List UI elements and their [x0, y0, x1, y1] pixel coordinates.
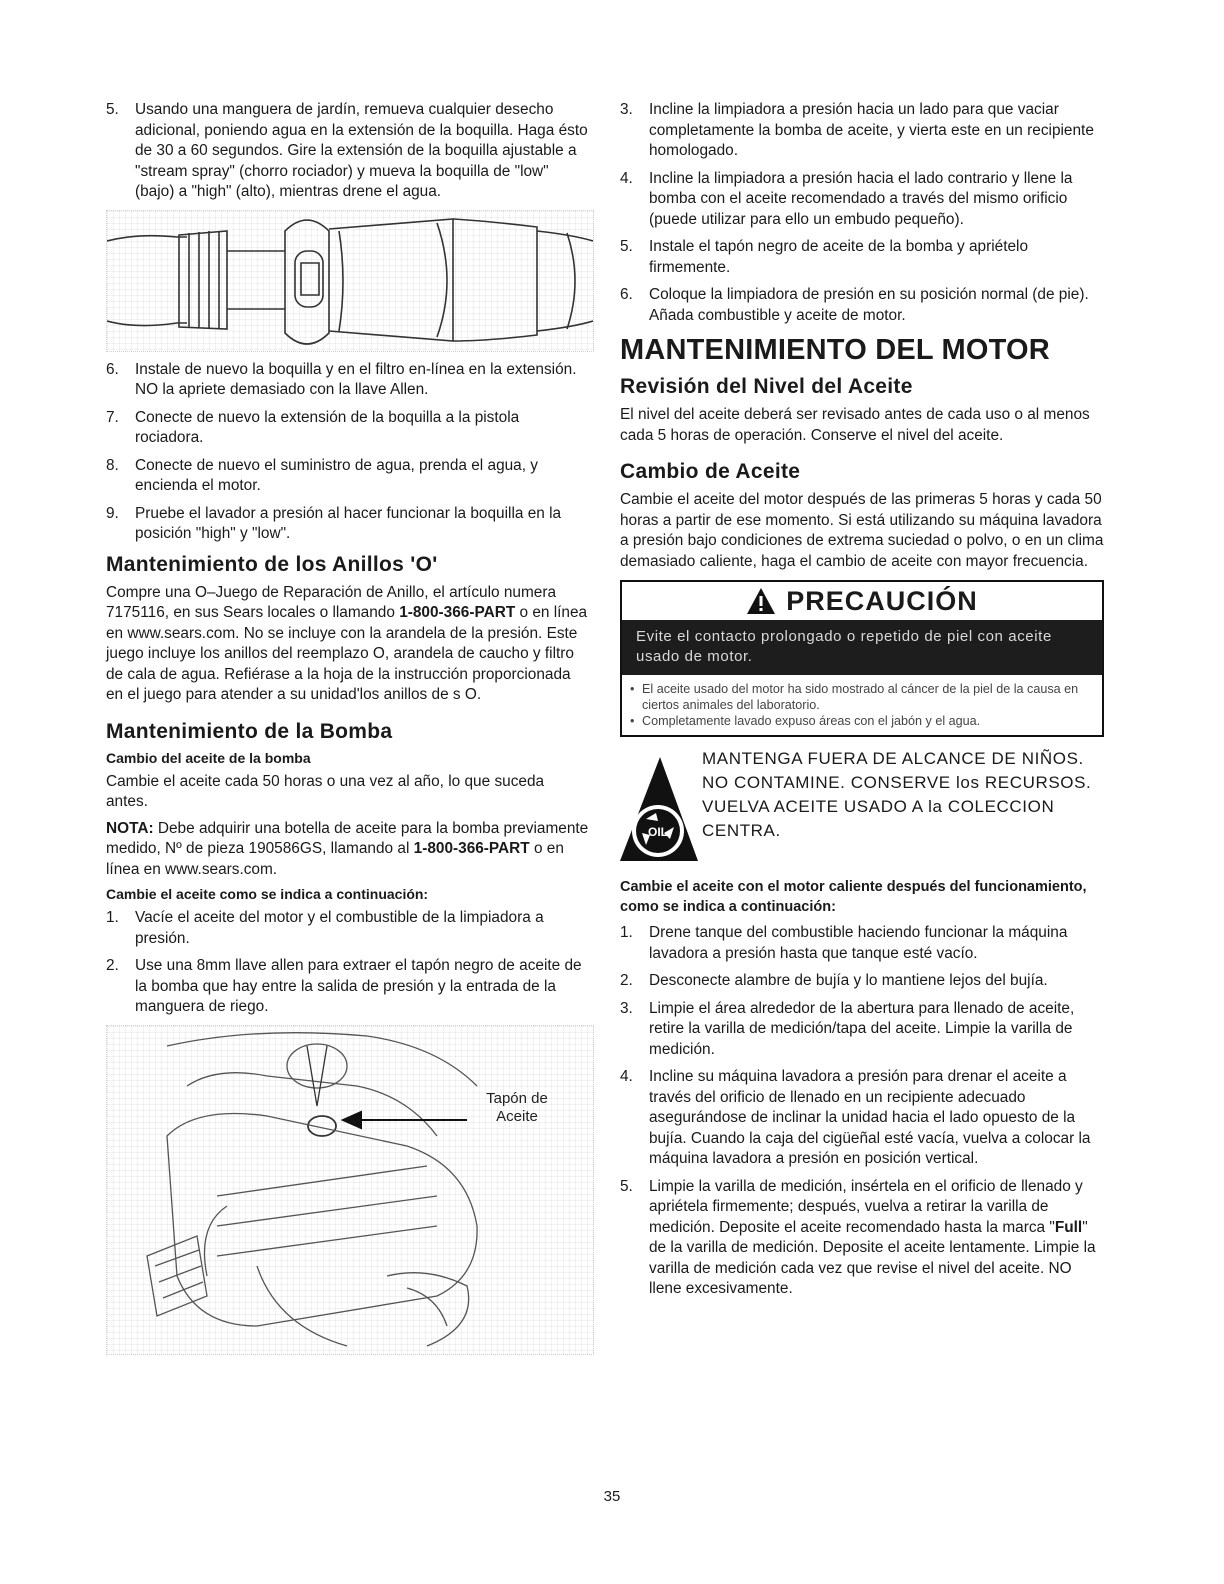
note-text-2: o en línea en www.sears.com. — [106, 840, 564, 878]
step-number: 5. — [106, 101, 119, 118]
pump-note — [106, 819, 590, 881]
list-item — [620, 1067, 1104, 1170]
right-column — [620, 100, 1104, 1307]
nozzle-illustration — [107, 211, 593, 351]
step-text: Usando una manguera de jardín, remueva cualquier desecho adicional, poniendo agua en la extensión de la boquilla. Haga ésto de 30 a 60 segundos. Gire la extensión de la boquilla ajustable a "stream spray" (chorro rociador) y mueva la boquilla de "low" (bajo) a "high" (alto), mientras drene el agua. — [135, 101, 588, 200]
step-list-pump-refill — [620, 100, 1104, 326]
step-number: 9. — [106, 504, 119, 522]
step-text: Desconecte alambre de bujía y lo mantiene lejos del bujía. — [649, 972, 1048, 989]
list-item — [106, 504, 590, 545]
list-item — [106, 360, 590, 401]
hot-oil-change-heading: Cambie el aceite con el motor caliente después del funcionamiento, como se indica a continuación: — [620, 879, 1087, 915]
caution-header — [622, 582, 1102, 620]
list-item — [620, 237, 1104, 278]
caution-items — [622, 675, 1102, 735]
motor-maintenance-heading: MANTENIMIENTO DEL MOTOR — [620, 334, 1050, 366]
step5-text-part-2: " de la varilla de medición. Deposite el aceite lentamente. Limpie la varilla de medición cada vez que revise el nivel del aceite. NO llene excesivamente. — [649, 1218, 1096, 1297]
list-item — [106, 908, 590, 949]
note-text: Debe adquirir una botella de aceite para la bomba previamente medido, Nº de pieza 190586GS, llamando al — [106, 819, 589, 857]
nozzle-extension-figure — [106, 210, 594, 352]
step-number: 8. — [106, 456, 119, 474]
list-item — [620, 923, 1104, 964]
pump-oil-change-text: Cambie el aceite cada 50 horas o una vez al año, lo que suceda antes. — [106, 772, 545, 810]
list-item — [106, 100, 590, 203]
step-list-reinstall — [106, 360, 590, 545]
list-item — [106, 956, 590, 1018]
step-text: Conecte de nuevo la extensión de la boquilla a la pistola rociadora. — [135, 408, 520, 446]
recycle-icon-text: OIL — [648, 825, 668, 839]
oil-level-text: El nivel del aceite deberá ser revisado antes de cada uso o al menos cada 5 horas de operación. Conserve el nivel del aceite. — [620, 406, 1090, 444]
step-text: Coloque la limpiadora de presión en su posición normal (de pie). Añada combustible y aceite de motor. — [649, 286, 1089, 324]
warning-triangle-icon — [746, 587, 776, 615]
pump-illustration — [107, 1026, 593, 1354]
recycle-notice — [620, 747, 1104, 869]
pump-change-heading: Cambie el aceite como se indica a continuación: — [106, 886, 429, 902]
step-number: 4. — [620, 169, 633, 187]
oil-plug-label — [469, 1090, 565, 1126]
caution-warning-text: Evite el contacto prolongado o repetido de piel con aceite usado de motor. — [622, 620, 1102, 675]
oil-change-text: Cambie el aceite del motor después de las primeras 5 horas y cada 50 horas a partir de ese momento. Si está utilizando su máquina lavadora a presión bajo condiciones de extrema suciedad o polvo, o en un clima demasiado caliente, haga el cambio de aceite con mayor frecuencia. — [620, 491, 1104, 570]
list-item — [620, 169, 1104, 231]
step-text: Conecte de nuevo el suministro de agua, prenda el agua, y encienda el motor. — [135, 456, 538, 494]
list-item — [620, 1177, 1104, 1300]
o-rings-heading: Mantenimiento de los Anillos 'O' — [106, 552, 438, 576]
step-number: 5. — [620, 1177, 633, 1195]
step-number: 2. — [106, 957, 119, 974]
step-text — [649, 1178, 1096, 1298]
list-item: • Completamente lavado expuso áreas con el jabón y el agua. — [630, 713, 1094, 729]
step-number: 6. — [620, 286, 633, 303]
step-number: 3. — [620, 101, 633, 118]
note-phone: 1-800-366-PART — [413, 840, 530, 857]
step-list-pump-oil — [106, 908, 590, 1018]
step-number: 5. — [620, 238, 633, 255]
pump-oil-change-subheading: Cambio del aceite de la bomba — [106, 749, 311, 766]
list-item — [106, 456, 590, 497]
oil-change-heading: Cambio de Aceite — [620, 460, 801, 483]
step-number: 1. — [620, 924, 633, 941]
step5-full-mark: Full — [1054, 1218, 1083, 1236]
list-item — [106, 408, 590, 449]
oil-plug-label-line-2: Aceite — [496, 1107, 538, 1125]
step-list-nozzle-flush — [106, 100, 590, 203]
step-text: Instale de nuevo la boquilla y en el filtro en-línea en la extensión. NO la apriete demasiado con la llave Allen. — [135, 360, 577, 398]
oil-level-heading: Revisión del Nivel del Aceite — [620, 375, 913, 398]
step-text: Incline su máquina lavadora a presión para drenar el aceite a través del orificio de llenado en un recipiente adecuado asegurándose de inclinar la unidad hacia el lado opuesto de la bujía. Cuando la caja del cigüeñal esté vacía, vuelva a colocar la máquina lavadora a presión en posición vertical. — [649, 1068, 1091, 1167]
step-text: Incline la limpiadora a presión hacia un lado para que vaciar completamente la bomba de aceite, y vierta este en un recipiente homologado. — [649, 101, 1094, 159]
o-rings-phone: 1-800-366-PART — [399, 604, 516, 621]
left-column — [106, 100, 590, 1355]
step-text: Instale el tapón negro de aceite de la bomba y apriételo firmemente. — [649, 238, 1029, 276]
step-text: Incline la limpiadora a presión hacia el lado contrario y llene la bomba con el aceite recomendado a través del mismo orificio (puede utilizar para ello un embudo pequeño). — [649, 169, 1073, 228]
recycle-oil-icon — [620, 757, 698, 861]
step-text: Use una 8mm llave allen para extraer el tapón negro de aceite de la bomba que hay entre la salida de presión y la entrada de la manguera de riego. — [135, 957, 582, 1015]
o-rings-text-part-1: Compre una O–Juego de Reparación de Anillo, el artículo numera 7175116, en sus Sears locales o llamando — [106, 583, 557, 621]
step-text: Drene tanque del combustible haciendo funcionar la máquina lavadora a presión hasta que tanque esté vacío. — [649, 924, 1068, 962]
recycle-text: MANTENGA FUERA DE ALCANCE DE NIÑOS. NO CONTAMINE. CONSERVE los RECURSOS. VUELVA ACEITE USADO A la COLECCION CENTRA. — [702, 749, 1092, 840]
step5-text-part-1: Limpie la varilla de medición, insértela en el orificio de llenado y apriétela firmemente; después, vuelva a retirar la varilla de medición. Deposite el aceite recomendado hasta la marca " — [649, 1177, 1083, 1236]
list-item — [620, 999, 1104, 1061]
oil-plug-label-line-1: Tapón de — [486, 1089, 548, 1107]
list-item — [620, 285, 1104, 326]
pump-maintenance-heading: Mantenimiento de la Bomba — [106, 719, 393, 743]
step-text: Pruebe el lavador a presión al hacer funcionar la boquilla en la posición "high" y "low". — [135, 504, 562, 542]
list-item: • El aceite usado del motor ha sido mostrado al cáncer de la piel de la causa en ciertos animales del laboratorio. — [630, 681, 1094, 713]
step-number: 7. — [106, 408, 119, 426]
list-item — [620, 971, 1104, 992]
note-label: NOTA: — [106, 819, 154, 837]
step-text: Limpie el área alrededor de la abertura para llenado de aceite, retire la varilla de medición/tapa del aceite. Limpie la varilla de medición. — [649, 999, 1075, 1058]
step-number: 6. — [106, 360, 119, 378]
step-number: 1. — [106, 909, 119, 926]
step-number: 3. — [620, 999, 633, 1017]
o-rings-text — [106, 583, 590, 706]
o-rings-text-part-2: o en línea en www.sears.com. No se incluye con la arandela de la presión. Este juego incluye los anillos del reemplazo O, arandela de caucho y filtro de cala de agua. Refiérase a la hoja de la instrucción proporcionada en el juego para atender a su unidad'los anillos de s O. — [106, 604, 588, 703]
step-text: Vacíe el aceite del motor y el combustible de la limpiadora a presión. — [135, 909, 544, 947]
caution-box — [620, 580, 1104, 737]
step-number: 4. — [620, 1068, 633, 1085]
step-list-engine-oil — [620, 923, 1104, 1300]
caution-title: PRECAUCIÓN — [786, 585, 978, 616]
pump-oil-plug-figure — [106, 1025, 594, 1355]
page-number: 35 — [603, 1488, 621, 1505]
list-item — [620, 100, 1104, 162]
step-number: 2. — [620, 972, 633, 989]
